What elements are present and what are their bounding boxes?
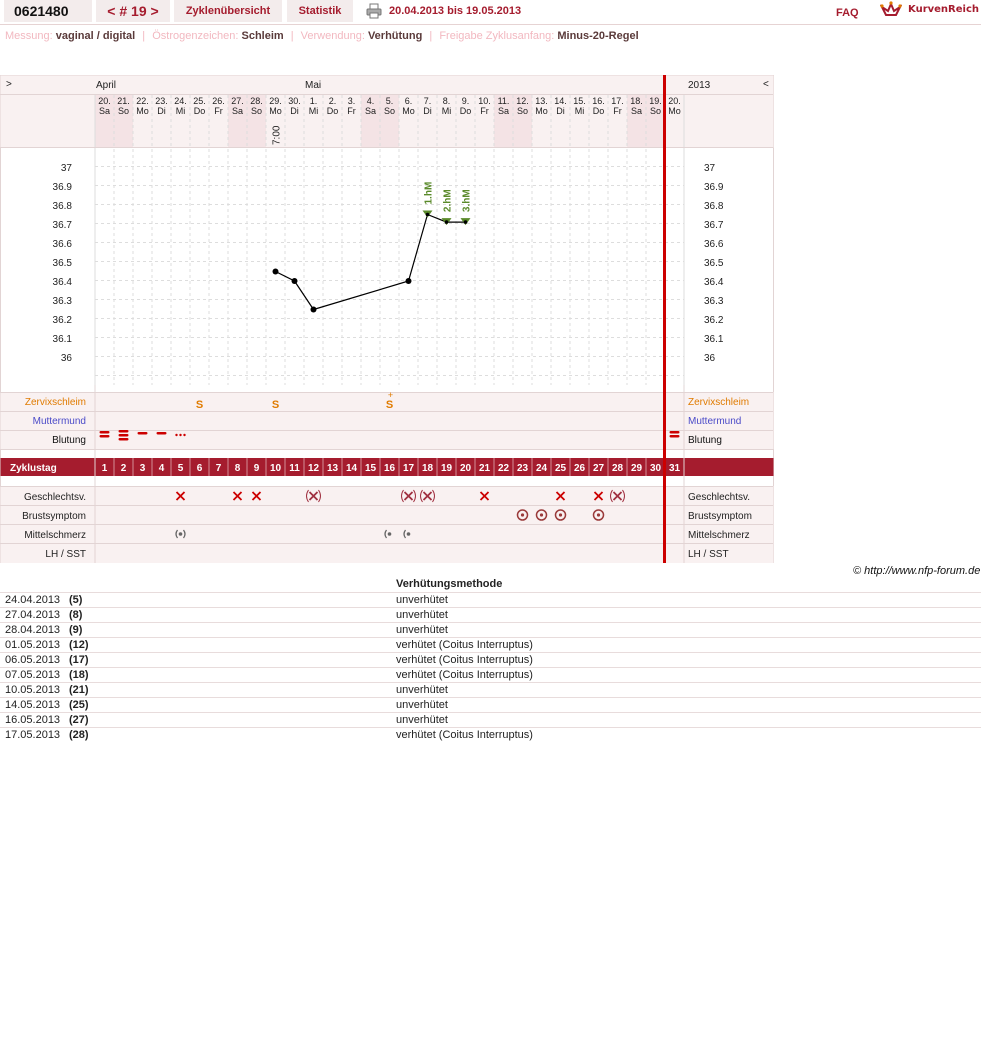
temp-tick-right: 36.7 (704, 220, 724, 231)
temperature-point (445, 220, 449, 224)
temperature-point (311, 307, 317, 313)
cell-cday: (5) (69, 593, 396, 608)
day-weekday: Mi (308, 106, 319, 116)
column-method: Verhütungsmethode (396, 578, 503, 590)
cycle-day-number: 13 (326, 463, 339, 474)
day-weekday: Mi (175, 106, 186, 116)
day-date: 23. (155, 96, 168, 106)
nav-prev-button[interactable]: > (6, 79, 12, 90)
estrogen-value: Schleim (241, 30, 284, 42)
bleeding-mark (119, 430, 129, 433)
table-row (0, 713, 981, 728)
day-date: 18. (630, 96, 643, 106)
zervix-mark: S (271, 399, 280, 411)
zervix-plus-mark: + (387, 390, 394, 400)
row-label-geschlechtsv: Geschlechtsv. (23, 492, 86, 503)
day-date: 28. (250, 96, 263, 106)
midpain-mark (179, 532, 183, 536)
day-date: 16. (592, 96, 605, 106)
release-value: Minus-20-Regel (557, 30, 639, 42)
cell-date: 06.05.2013 (0, 653, 69, 668)
day-weekday: So (383, 106, 396, 116)
day-weekday: Do (592, 106, 605, 116)
temp-tick-right: 36.5 (704, 258, 724, 269)
day-weekday: So (516, 106, 529, 116)
day-weekday: Di (556, 106, 565, 116)
day-weekday: Mi (441, 106, 452, 116)
temp-tick-right: 36.1 (704, 334, 724, 345)
usage-value: Verhütung (367, 30, 423, 42)
day-weekday: Mo (535, 106, 548, 116)
day-weekday: So (250, 106, 263, 116)
cell-cday: (12) (69, 638, 396, 653)
logo-text: KurvenReich (908, 4, 980, 15)
day-date: 27. (231, 96, 244, 106)
cycle-day-number: 28 (611, 463, 624, 474)
day-date: 6. (404, 96, 413, 106)
breast-symptom-mark (559, 513, 562, 516)
day-date: 3. (347, 96, 356, 106)
cycle-day-number: 31 (668, 463, 681, 474)
table-row (0, 668, 981, 683)
temp-tick-right: 37 (704, 163, 716, 174)
day-weekday: Fr (214, 106, 223, 116)
day-date: 24. (174, 96, 187, 106)
cycle-day-number: 18 (421, 463, 434, 474)
cell-method: unverhütet (396, 608, 981, 623)
table-row (0, 593, 981, 608)
day-date: 10. (478, 96, 491, 106)
day-date: 7. (423, 96, 432, 106)
day-date: 4. (366, 96, 375, 106)
month-mai: Mai (305, 80, 322, 91)
cycle-navigation[interactable]: < # 19 > (96, 0, 170, 22)
cell-method: verhütet (Coitus Interruptus) (396, 653, 981, 668)
day-date: 14. (554, 96, 567, 106)
high-measurement-label: 2.hM (442, 189, 454, 213)
day-weekday: Mo (269, 106, 282, 116)
cycle-day-number: 16 (383, 463, 396, 474)
cell-cday: (8) (69, 608, 396, 623)
midpain-mark (407, 532, 411, 536)
day-weekday: Di (290, 106, 299, 116)
cycle-day-number: 3 (139, 463, 146, 474)
crown-icon (880, 1, 902, 19)
cycle-day-number: 22 (497, 463, 510, 474)
day-date: 29. (269, 96, 282, 106)
date-range: 20.04.2013 bis 19.05.2013 (389, 5, 522, 17)
cell-date: 01.05.2013 (0, 638, 69, 653)
cycle-day-number: 27 (592, 463, 605, 474)
day-weekday: Mo (668, 106, 681, 116)
cycle-day-number: 14 (345, 463, 358, 474)
temp-tick-left: 36.7 (52, 220, 72, 231)
tab-cycle-overview[interactable]: Zyklenübersicht (174, 0, 282, 22)
temp-tick-left: 36 (60, 353, 72, 364)
day-date: 1. (309, 96, 318, 106)
temp-tick-left: 36.9 (52, 182, 72, 193)
day-weekday: Mo (136, 106, 149, 116)
day-weekday: Fr (613, 106, 622, 116)
bleeding-mark (670, 431, 680, 434)
cell-date: 10.05.2013 (0, 683, 69, 698)
zervix-mark: S (195, 399, 204, 411)
column-day (69, 577, 396, 593)
cell-date: 24.04.2013 (0, 593, 69, 608)
cell-date: 07.05.2013 (0, 668, 69, 683)
high-measurement-label: 3.hM (461, 189, 473, 213)
row-label-brust-right: Brustsymptom (688, 511, 752, 522)
cell-date: 28.04.2013 (0, 623, 69, 638)
row-label-zyklustag: Zyklustag (10, 463, 57, 474)
midpain-mark (388, 532, 392, 536)
cycle-chart (0, 75, 775, 565)
day-weekday: Do (193, 106, 206, 116)
row-label-mittel-right: Mittelschmerz (688, 530, 750, 541)
day-weekday: Sa (364, 106, 377, 116)
temp-tick-left: 36.4 (52, 277, 72, 288)
day-weekday: Sa (497, 106, 510, 116)
bleeding-mark (100, 431, 110, 434)
cell-cday: (27) (69, 713, 396, 728)
day-date: 22. (136, 96, 149, 106)
day-weekday: Fr (480, 106, 489, 116)
row-label-geschlechtsv-right: Geschlechtsv. (688, 492, 751, 503)
temp-tick-left: 36.8 (52, 201, 72, 212)
day-weekday: Do (326, 106, 339, 116)
cell-method: verhütet (Coitus Interruptus) (396, 728, 981, 743)
bleeding-mark (119, 438, 129, 441)
tab-statistics[interactable]: Statistik (287, 0, 353, 22)
cell-date: 14.05.2013 (0, 698, 69, 713)
row-label-muttermund-right: Muttermund (688, 416, 742, 427)
cycle-day-number: 6 (196, 463, 203, 474)
row-label-blutung: Blutung (52, 435, 86, 446)
temp-tick-left: 36.5 (52, 258, 72, 269)
table-row (0, 728, 981, 743)
bleeding-mark (100, 435, 110, 438)
cell-date: 16.05.2013 (0, 713, 69, 728)
cycle-day-number: 2 (120, 463, 127, 474)
cycle-day-number: 26 (573, 463, 586, 474)
year-label: 2013 (688, 80, 711, 91)
table-row (0, 683, 981, 698)
temp-tick-right: 36.6 (704, 239, 724, 250)
cycle-end-line (663, 75, 666, 563)
cell-method: unverhütet (396, 698, 981, 713)
cycle-day-number: 29 (630, 463, 643, 474)
cell-cday: (9) (69, 623, 396, 638)
separator: | (429, 30, 433, 42)
faq-link[interactable]: FAQ (836, 7, 859, 19)
nav-next-button[interactable]: < (763, 79, 769, 90)
temp-tick-left: 36.1 (52, 334, 72, 345)
row-label-zervix-right: Zervixschleim (688, 397, 750, 408)
measurement-label: Messung: (5, 30, 53, 42)
cell-method: verhütet (Coitus Interruptus) (396, 668, 981, 683)
day-weekday: Fr (347, 106, 356, 116)
release-label: Freigabe Zyklusanfang: (439, 30, 555, 42)
row-label-lh: LH / SST (45, 549, 86, 560)
cycle-day-number: 21 (478, 463, 491, 474)
bleeding-mark (179, 434, 181, 436)
day-date: 20. (98, 96, 111, 106)
cell-date: 27.04.2013 (0, 608, 69, 623)
temp-tick-left: 36.2 (52, 315, 72, 326)
day-weekday: Mi (574, 106, 585, 116)
cell-cday: (17) (69, 653, 396, 668)
top-bar (0, 0, 981, 24)
table-row (0, 623, 981, 638)
cycle-day-number: 15 (364, 463, 377, 474)
bleeding-mark (138, 432, 148, 435)
month-april: April (96, 80, 117, 91)
cycle-day-number: 30 (649, 463, 662, 474)
contraception-table (0, 577, 981, 742)
row-label-muttermund: Muttermund (32, 416, 86, 427)
bleeding-mark (157, 432, 167, 435)
temp-tick-right: 36 (704, 353, 716, 364)
temp-tick-right: 36.3 (704, 296, 724, 307)
breast-symptom-mark (521, 513, 524, 516)
day-date: 8. (442, 96, 451, 106)
day-date: 5. (385, 96, 394, 106)
cycle-day-number: 1 (101, 463, 108, 474)
cycle-day-number: 20 (459, 463, 472, 474)
cell-cday: (18) (69, 668, 396, 683)
day-date: 17. (611, 96, 624, 106)
kurvenreich-logo[interactable] (880, 1, 980, 21)
day-date: 9. (461, 96, 470, 106)
day-date: 12. (516, 96, 529, 106)
cycle-day-number: 24 (535, 463, 548, 474)
bleeding-mark (175, 434, 177, 436)
temperature-point (426, 213, 430, 217)
bleeding-mark (119, 434, 129, 437)
row-label-lh-right: LH / SST (688, 549, 729, 560)
temperature-point (292, 278, 298, 284)
day-date: 11. (497, 96, 510, 106)
day-date: 21. (117, 96, 130, 106)
separator: | (142, 30, 146, 42)
cycle-day-number: 12 (307, 463, 320, 474)
breast-symptom-mark (540, 513, 543, 516)
day-weekday: Di (423, 106, 432, 116)
cycle-day-number: 9 (253, 463, 260, 474)
usage-label: Verwendung: (300, 30, 365, 42)
cycle-day-number: 17 (402, 463, 415, 474)
temperature-point (273, 269, 279, 275)
day-weekday: So (117, 106, 130, 116)
day-weekday: Sa (231, 106, 244, 116)
day-date: 20. (668, 96, 681, 106)
cycle-day-number: 4 (158, 463, 165, 474)
high-measurement-label: 1.hM (423, 181, 435, 205)
day-weekday: Sa (630, 106, 643, 116)
divider (0, 24, 981, 25)
day-date: 2. (328, 96, 337, 106)
row-label-mittel: Mittelschmerz (24, 530, 86, 541)
printer-icon[interactable] (366, 3, 382, 19)
day-weekday: So (649, 106, 662, 116)
day-date: 19. (649, 96, 662, 106)
cycle-day-number: 8 (234, 463, 241, 474)
bleeding-mark (183, 434, 185, 436)
temp-tick-right: 36.9 (704, 182, 724, 193)
temp-tick-right: 36.8 (704, 201, 724, 212)
row-label-zervix: Zervixschleim (24, 397, 86, 408)
row-label-brust: Brustsymptom (22, 511, 86, 522)
cycle-id: 0621480 (4, 0, 92, 22)
cell-method: unverhütet (396, 683, 981, 698)
day-date: 30. (288, 96, 301, 106)
cycle-day-number: 7 (215, 463, 222, 474)
temperature-point (406, 278, 412, 284)
cell-cday: (25) (69, 698, 396, 713)
temp-tick-right: 36.2 (704, 315, 724, 326)
day-weekday: Di (157, 106, 166, 116)
column-date (0, 577, 69, 593)
cell-method: unverhütet (396, 623, 981, 638)
zervix-mark: S (385, 399, 394, 411)
cycle-day-number: 10 (269, 463, 282, 474)
breast-symptom-mark (597, 513, 600, 516)
day-date: 13. (535, 96, 548, 106)
cell-method: unverhütet (396, 593, 981, 608)
cycle-day-number: 25 (554, 463, 567, 474)
cycle-day-number: 23 (516, 463, 529, 474)
day-weekday: Do (459, 106, 472, 116)
temp-tick-left: 36.6 (52, 239, 72, 250)
day-date: 25. (193, 96, 206, 106)
day-date: 26. (212, 96, 225, 106)
cell-date: 17.05.2013 (0, 728, 69, 743)
day-weekday: Mo (402, 106, 415, 116)
row-label-blutung-right: Blutung (688, 435, 722, 446)
bleeding-mark (670, 435, 680, 438)
estrogen-label: Östrogenzeichen: (152, 30, 239, 42)
cell-method: verhütet (Coitus Interruptus) (396, 638, 981, 653)
cycle-day-number: 11 (289, 463, 300, 474)
cell-cday: (28) (69, 728, 396, 743)
temp-tick-right: 36.4 (704, 277, 724, 288)
day-weekday: Sa (98, 106, 111, 116)
table-row (0, 608, 981, 623)
copyright: © http://www.nfp-forum.de (853, 565, 981, 577)
cell-method: unverhütet (396, 713, 981, 728)
temp-tick-left: 36.3 (52, 296, 72, 307)
separator: | (290, 30, 294, 42)
measurement-value: vaginal / digital (55, 30, 136, 42)
table-row (0, 638, 981, 653)
cycle-day-number: 19 (440, 463, 453, 474)
cycle-day-number: 5 (177, 463, 184, 474)
temp-tick-left: 37 (60, 163, 72, 174)
measurement-time: 7:00 (271, 125, 283, 145)
cell-cday: (21) (69, 683, 396, 698)
temperature-point (464, 220, 468, 224)
cycle-settings (5, 30, 639, 42)
day-date: 15. (573, 96, 586, 106)
table-row (0, 698, 981, 713)
table-row (0, 653, 981, 668)
